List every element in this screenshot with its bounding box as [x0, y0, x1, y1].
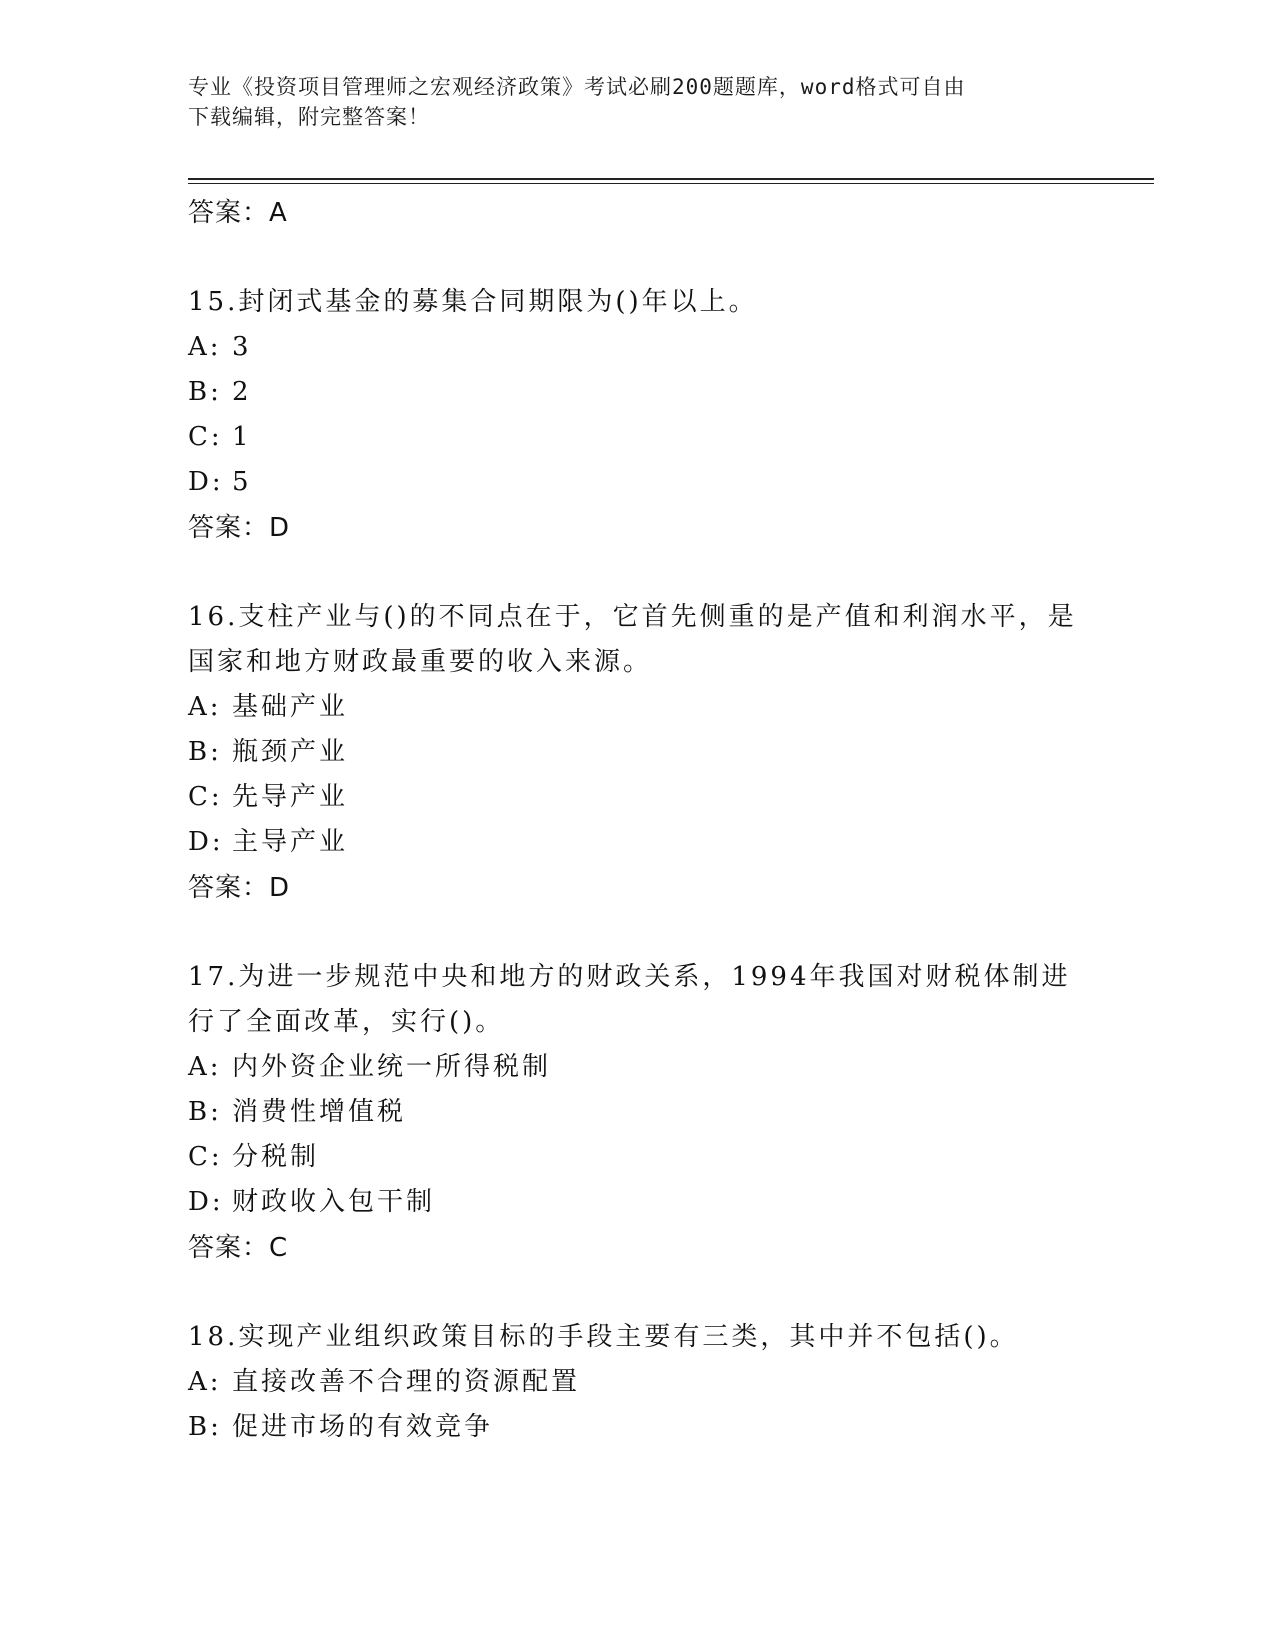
question-17: [188, 955, 1088, 1271]
option-b: [188, 1405, 1088, 1450]
option-b: [188, 1090, 1088, 1135]
option-b: [188, 730, 1088, 775]
option-key: A:: [188, 332, 222, 362]
option-a: [188, 685, 1088, 730]
option-text: 内外资企业统一所得税制: [232, 1052, 552, 1082]
option-text: 主导产业: [232, 827, 349, 857]
option-key: B:: [188, 1097, 222, 1127]
option-key: A:: [188, 1367, 222, 1397]
answer-line: 答案：D: [188, 513, 291, 543]
header-line-2: 下载编辑，附完整答案！: [188, 105, 430, 129]
option-key: B:: [188, 1412, 222, 1442]
option-text: 1: [232, 422, 252, 452]
option-d: [188, 1180, 1088, 1225]
option-c: [188, 1135, 1088, 1180]
option-c: [188, 775, 1088, 820]
option-key: B:: [188, 377, 222, 407]
question-text: 16.支柱产业与()的不同点在于，它首先侧重的是产值和利润水平，是国家和地方财政最重要的收入来源。: [188, 602, 1077, 677]
option-text: 促进市场的有效竞争: [232, 1412, 494, 1442]
option-c: [188, 415, 1088, 460]
question-text: 17.为进一步规范中央和地方的财政关系，1994年我国对财税体制进行了全面改革，实行()。: [188, 962, 1071, 1037]
question-15: [188, 280, 1088, 551]
option-text: 分税制: [232, 1142, 320, 1172]
option-key: C:: [188, 1142, 223, 1172]
answer-line: 答案：C: [188, 1233, 289, 1263]
option-key: B:: [188, 737, 222, 767]
option-d: [188, 820, 1088, 865]
question-text: 18.实现产业组织政策目标的手段主要有三类，其中并不包括()。: [188, 1322, 1019, 1352]
option-a: [188, 1045, 1088, 1090]
option-key: C:: [188, 422, 223, 452]
option-key: D:: [188, 827, 224, 857]
option-key: D:: [188, 467, 224, 497]
option-text: 瓶颈产业: [232, 737, 349, 767]
option-key: A:: [188, 1052, 222, 1082]
option-text: 消费性增值税: [232, 1097, 407, 1127]
answer-line: 答案：D: [188, 873, 291, 903]
question-18: [188, 1315, 1088, 1450]
option-text: 基础产业: [232, 692, 349, 722]
option-text: 先导产业: [232, 782, 349, 812]
document-header: [188, 72, 1068, 132]
option-key: C:: [188, 782, 223, 812]
question-text: 15.封闭式基金的募集合同期限为()年以上。: [188, 287, 758, 317]
option-text: 财政收入包干制: [232, 1187, 436, 1217]
option-d: [188, 460, 1088, 505]
header-divider: [188, 178, 1154, 184]
question-16: [188, 595, 1088, 911]
option-a: [188, 325, 1088, 370]
option-key: D:: [188, 1187, 224, 1217]
option-text: 3: [232, 332, 252, 362]
option-text: 直接改善不合理的资源配置: [232, 1367, 581, 1397]
option-text: 5: [232, 467, 252, 497]
option-b: [188, 370, 1088, 415]
question-list: [188, 190, 1088, 1450]
option-key: A:: [188, 692, 222, 722]
answer-line: 答案：A: [188, 198, 288, 228]
option-text: 2: [232, 377, 252, 407]
option-a: [188, 1360, 1088, 1405]
header-line-1: 专业《投资项目管理师之宏观经济政策》考试必刷200题题库，word格式可自由: [188, 75, 966, 99]
